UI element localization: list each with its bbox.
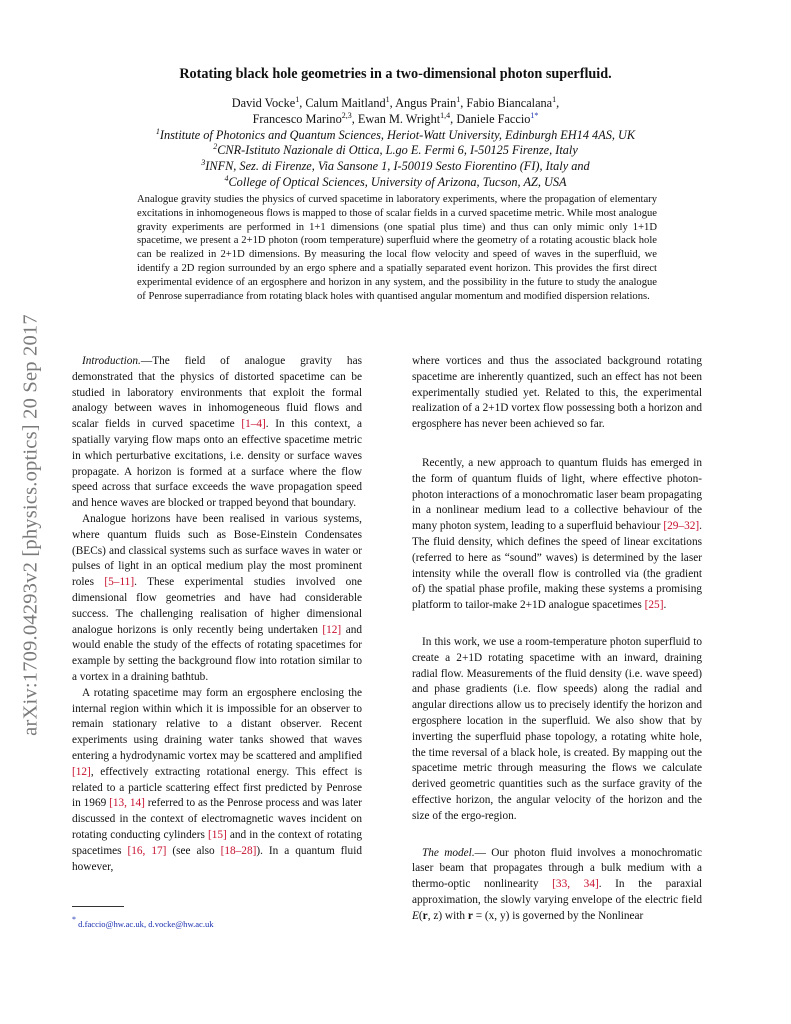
- author-block: [90, 96, 701, 191]
- author-name: Francesco Marino: [252, 111, 342, 126]
- right-column: [412, 354, 702, 925]
- abstract: Analogue gravity studies the physics of curved spacetime in laboratory experiments, where the propagation of elementary excitations in inhomogeneous flows is mapped to those of scalar fields in a curved spacetime metric. While most analogue gravity experiments are performed in 1+1 dimensions (one spatial plus time) and thus can only mimic only 1+1D spacetime, we present a 2+1D photon (room temperature) superfluid where the geometry of a rotating acoustic black hole can be realized in 2+1D dimensions. By measuring the local flow velocity and speed of waves in the superfluid, we identify a 2D region surrounded by an ergo sphere and a spatially separated event horizon. This provides the first direct experimental evidence of an ergosphere and horizon in any system, and the possibility in the future to study the analogue of Penrose superradiance from rotating black holes with quantised angular momentum and modified dispersion relations.: [137, 194, 657, 302]
- paragraph: Recently, a new approach to quantum fluids has emerged in the form of quantum fluids of light, where effective photon-photon interactions of a monochromatic laser beam propagating in a nonlinear medium lead to a collective behaviour of the many photon system, leading to a superfluid behaviour [29–32]. The fluid density, which defines the speed of linear excitations (referred to here as “sound” waves) is determined by the laser intensity while the overall flow is controlled via (the gradient of) the spatial phase profile, making these systems a promising platform to tailor-make 2+1D analogue spacetimes [25].: [412, 456, 702, 612]
- author-affiliation-mark: 2,3: [341, 110, 352, 120]
- left-column: [72, 354, 362, 875]
- citation-link[interactable]: [18–28]: [220, 844, 257, 857]
- author-affiliation-mark: 1: [456, 95, 461, 104]
- author-name: Ewan M. Wright: [357, 111, 441, 126]
- citation-link[interactable]: [33, 34]: [552, 878, 599, 891]
- affiliation: $^1$Institute of Photonics and Quantum Sciences, Heriot-Watt University, Edinburgh EH14 4AS, UK: [155, 126, 636, 142]
- footnote: [72, 915, 214, 929]
- paragraph: The model.— Our photon fluid involves a monochromatic laser beam that propagates through a bulk medium with a thermo-optic nonlinearity [33, 34]. In the paraxial approximation, the slowly varying envelope of the electric field E(r, z) with r = (x, y) is governed by the Nonlinear: [412, 846, 702, 922]
- citation-link[interactable]: [12]: [72, 765, 91, 778]
- author-name: Daniele Faccio: [456, 111, 531, 126]
- author-line-1: David Vocke$^1$, Calum Maitland$^1$, Angus Prain$^1$, Fabio Biancalana$^1$,: [231, 95, 560, 110]
- citation-link[interactable]: [16, 17]: [127, 844, 167, 857]
- author-name: Fabio Biancalana: [466, 96, 553, 110]
- citation-link[interactable]: [12]: [322, 623, 342, 636]
- author-name: Calum Maitland: [305, 96, 386, 110]
- footnote-divider: [72, 906, 124, 907]
- affiliation: $^4$College of Optical Sciences, University of Arizona, Tucson, AZ, USA: [224, 173, 567, 189]
- affiliation: $^2$CNR-Istituto Nazionale di Ottica, L.go E. Fermi 6, I-50125 Firenze, Italy: [213, 142, 578, 158]
- citation-link[interactable]: [15]: [207, 828, 227, 841]
- section-lead: Introduction.: [82, 355, 141, 367]
- footnote-mark: *: [72, 915, 76, 924]
- paragraph: In this work, we use a room-temperature photon superfluid to create a 2+1D rotating spacetime with an inward, draining radial flow. Measurements of the fluid density (i.e. wave speed) and phase gradients (i.e. flow speeds) along the radial and angular directions allow us to precisely identify the horizon and ergosphere location in the superfluid. We also show that by inverting the superfluid phase topology, a rotating white hole, the time reversal of a black hole, is created. By mapping out the spacetime metric through measuring the flows we calculate derived geometric quantities such as the surface gravity of the effective horizon, the angular velocity of the horizon and the size of the ergo-region.: [412, 635, 702, 822]
- paragraph: Introduction.—The field of analogue gravity has demonstrated that the physics of distorted spacetime can be studied in laboratory environments that exploit the formal analogy between waves in inhomogeneous fluid flows and scalar fields in curved spacetime [1–4]. In this context, a spatially varying flow maps onto an effective spacetime metric in which perturbative excitations, i.e. density or surface waves propagate. A horizon is formed at a surface where the flow speed across that surface exceeds the wave propagation speed and hence waves are blocked or trapped beyond that boundary.: [72, 355, 362, 510]
- arxiv-sidebar: [10, 255, 52, 795]
- email-link[interactable]: d.faccio@hw.ac.uk, d.vocke@hw.ac.uk: [78, 919, 214, 929]
- paper-title: Rotating black hole geometries in a two-dimensional photon superfluid.: [179, 66, 612, 82]
- citation-link[interactable]: [29–32]: [663, 520, 700, 533]
- paragraph: Analogue horizons have been realised in various systems, where quantum fluids such as Bose-Einstein Condensates (BECs) and classical systems such as surface waves in water or pulses of light in an optical medium play the most prominent roles [5–11]. These experimental studies involved one dimensional flow geometries and have had considerable success. The challenging realisation of higher dimensional analogue horizons is only recently being undertaken [12] and would enable the study of the effects of rotating spacetimes for example by setting the background flow into rotation similar to a vortex in a draining bathtub.: [72, 512, 363, 683]
- section-lead: The model.: [422, 846, 475, 859]
- author-affiliation-mark: 1*: [530, 110, 539, 120]
- author-name: David Vocke: [231, 96, 296, 110]
- author-affiliation-mark: 1: [552, 95, 557, 104]
- citation-link[interactable]: [1–4]: [241, 418, 266, 431]
- author-affiliation-mark: 1: [385, 95, 390, 104]
- affiliation: $^3$INFN, Sez. di Firenze, Via Sansone 1, I-50019 Sesto Fiorentino (FI), Italy and: [201, 158, 590, 174]
- author-line-2: Francesco Marino$^{2,3}$, Ewan M. Wright$^{1,4}$, Daniele Faccio$^{1*}$: [252, 110, 539, 126]
- author-affiliation-mark: 1: [295, 95, 300, 104]
- citation-link[interactable]: [25]: [644, 599, 664, 612]
- author-affiliation-mark: 1,4: [440, 110, 451, 120]
- paragraph: where vortices and thus the associated background rotating spacetime are inherently quantized, such an effect has not been experimentally studied yet. Related to this, the experimental realization of a 2+1D vortex flow possessing both a horizon and ergosphere has never been achieved so far.: [412, 355, 702, 431]
- citation-link[interactable]: [13, 14]: [109, 797, 145, 810]
- author-name: Angus Prain: [395, 96, 457, 110]
- paragraph: A rotating spacetime may form an ergosphere enclosing the internal region within which it is impossible for an observer to remain stationary relative to a distant observer. Recent experiments using draining water tanks showed that waves entering a hydrodynamic vortex may be scattered and amplified [12], effectively extracting rotational energy. This effect is related to a particle scattering effect first predicted by Penrose in 1969 [13, 14] referred to as the Penrose process and was later discussed in the context of electromagnetic waves incident on rotating conducting cylinders [15] and in the context of rotating spacetimes [16, 17] (see also [18–28]). In a quantum fluid however,: [72, 686, 362, 873]
- citation-link[interactable]: [5–11]: [104, 576, 135, 589]
- arxiv-identifier: arXiv:1709.04293v2 [physics.optics] 20 Sep 2017: [19, 314, 42, 736]
